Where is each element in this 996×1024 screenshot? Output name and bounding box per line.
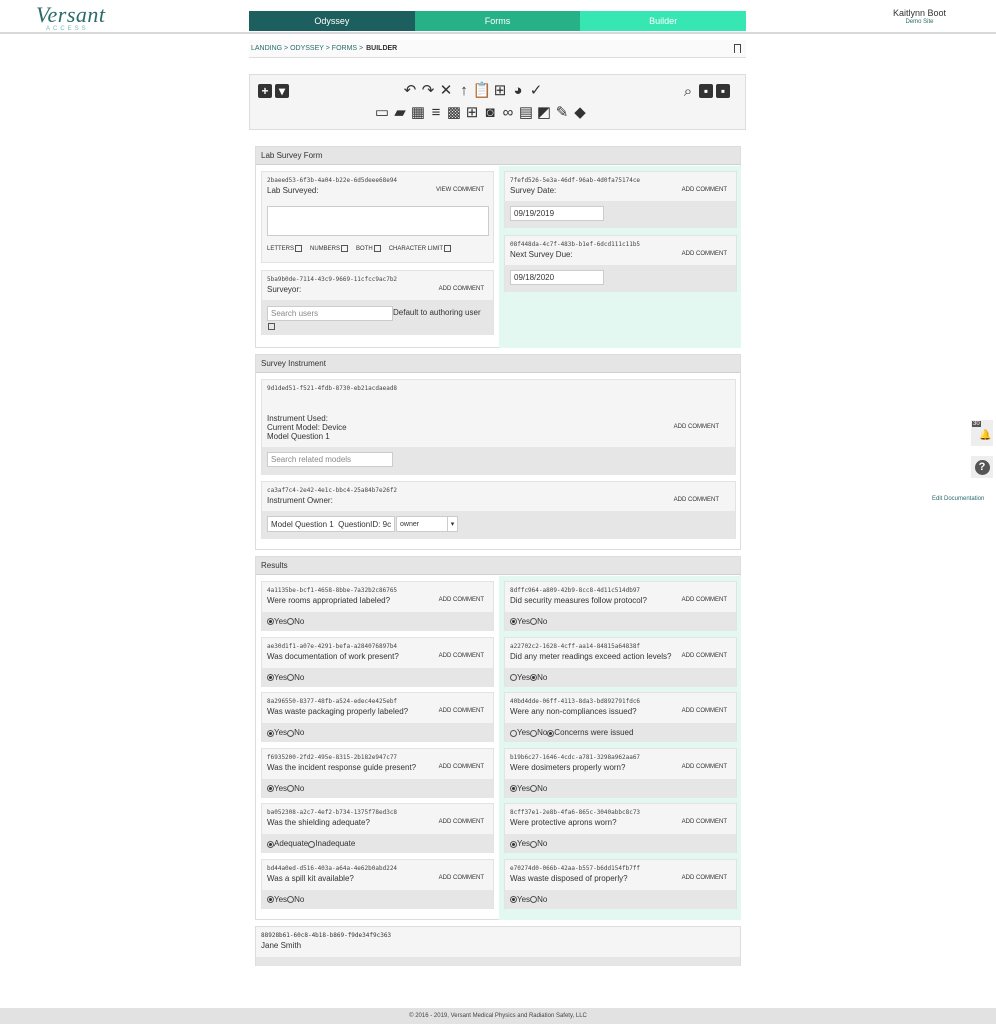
answer-options xyxy=(262,834,493,853)
chevron-down-icon: ▾ xyxy=(447,517,457,531)
answer-radio[interactable]: Concerns were issued xyxy=(547,728,633,737)
answer-radio[interactable]: Yes xyxy=(510,728,530,737)
question-text: Were dosimeters properly worn? xyxy=(510,762,626,772)
model-question-field[interactable] xyxy=(267,516,395,532)
question-id: bd44a0ed-d516-403a-a64a-4e62b0abd224 xyxy=(267,865,398,872)
edit-documentation-link[interactable]: Edit Documentation xyxy=(932,496,985,502)
add-comment-button[interactable]: ADD COMMENT xyxy=(438,597,484,603)
owner-select[interactable]: owner ▾ xyxy=(396,516,458,532)
breadcrumb xyxy=(249,40,746,58)
answer-options xyxy=(505,723,736,742)
undo-icon[interactable]: ↶ xyxy=(403,81,417,99)
question-id: b19b6c27-1646-4cdc-a781-3298a962aa67 xyxy=(510,753,641,761)
answer-radio[interactable]: Yes xyxy=(510,617,530,626)
add-comment-button[interactable]: ADD COMMENT xyxy=(673,424,719,430)
result-question-card xyxy=(261,748,494,798)
add-comment-button[interactable]: ADD COMMENT xyxy=(681,251,727,257)
survey-date-input[interactable] xyxy=(510,206,604,221)
archive-icon[interactable]: ▾ xyxy=(275,84,289,98)
result-question-card xyxy=(504,859,737,909)
footer: © 2016 - 2019, Versant Medical Physics and Radiation Safety, LLC xyxy=(0,1008,996,1024)
search-users-input[interactable] xyxy=(267,306,393,321)
answer-radio[interactable]: No xyxy=(287,617,304,626)
answer-options xyxy=(262,890,493,909)
answer-radio[interactable]: No xyxy=(287,784,304,793)
next-due-card: 08f448da-4c7f-483b-b1ef-6dcd111c11b5 Next Survey Due: ADD COMMENT 09/18/2020 xyxy=(504,235,737,292)
tab-odyssey[interactable]: Odyssey xyxy=(249,11,415,31)
answer-radio[interactable]: Yes xyxy=(267,895,287,904)
add-comment-button[interactable]: ADD COMMENT xyxy=(681,708,727,715)
add-comment-button[interactable]: ADD COMMENT xyxy=(681,763,727,770)
check-icon[interactable]: ✓ xyxy=(529,81,543,99)
question-text: Was a spill kit available? xyxy=(267,874,354,883)
result-question-card xyxy=(261,859,494,909)
survey-date-card: 7fefd526-5e3a-46df-96ab-4d0fa75174ce Survey Date: ADD COMMENT 09/19/2019 xyxy=(504,171,737,228)
answer-radio[interactable]: No xyxy=(530,839,547,848)
surveyor-card: 5ba9b0de-7114-43c9-9669-11cfcc9ac7b2 Surveyor: ADD COMMENT Search users Default to authoring user xyxy=(261,270,494,335)
bookmark-icon[interactable] xyxy=(734,44,741,53)
question-text: Were any non-compliances issued? xyxy=(510,707,637,717)
next-due-input[interactable] xyxy=(510,270,604,285)
answer-radio[interactable]: No xyxy=(530,895,547,904)
instrument-used-card: 9d1ded51-f521-4fdb-8730-eb21acdaead8 Instrument Used: Current Model: Device Model Question 1 ADD COMMENT Search related models xyxy=(261,379,736,475)
answer-radio[interactable]: Yes xyxy=(267,617,287,626)
builder-toolbar xyxy=(249,74,746,130)
grid-icon[interactable]: ⊞ xyxy=(465,103,479,121)
instrument-owner-card: ca3af7c4-2e42-4e1c-bbc4-25a84b7e26f2 Instrument Owner: ADD COMMENT Model Question 1 QuestionID: 9c owner ▾ xyxy=(261,481,736,539)
question-id: 4a1135be-bcf1-4658-8bbe-7a32b2c86765 xyxy=(267,587,398,594)
lab-surveyed-textarea[interactable] xyxy=(267,206,489,236)
add-comment-button[interactable]: ADD COMMENT xyxy=(438,286,484,292)
add-page-icon[interactable]: ⊞ xyxy=(493,81,507,99)
bell-icon: 🔔 xyxy=(979,430,992,441)
breadcrumb-current: BUILDER xyxy=(366,45,398,52)
add-comment-button[interactable]: ADD COMMENT xyxy=(438,875,484,881)
image-add-icon[interactable]: ◩ xyxy=(536,103,552,121)
results-section xyxy=(255,556,741,920)
save-as-icon[interactable]: ▪ xyxy=(716,84,730,98)
add-comment-button[interactable]: ADD COMMENT xyxy=(673,497,719,503)
signature-card xyxy=(255,926,741,966)
default-user-checkbox[interactable] xyxy=(268,323,275,330)
answer-radio[interactable]: No xyxy=(530,784,547,793)
question-id: a22702c2-1628-4cff-aa14-84815a64838f xyxy=(510,642,641,650)
save-icon[interactable]: ▪ xyxy=(699,84,713,98)
answer-options xyxy=(505,834,736,853)
answer-radio[interactable]: No xyxy=(530,728,547,737)
answer-options xyxy=(262,723,493,742)
search-models-input[interactable] xyxy=(267,452,393,467)
result-question-card xyxy=(261,581,494,631)
notifications-widget[interactable] xyxy=(971,420,993,446)
contact-icon[interactable]: ◙ xyxy=(485,103,495,121)
answer-radio[interactable]: Adequate xyxy=(267,839,308,848)
both-checkbox[interactable]: BOTH xyxy=(356,245,381,252)
answer-options xyxy=(505,779,736,798)
result-question-card xyxy=(261,692,494,742)
add-comment-button[interactable]: ADD COMMENT xyxy=(681,875,727,881)
subtitles-icon[interactable]: ▭ xyxy=(374,103,390,121)
add-comment-button[interactable]: ADD COMMENT xyxy=(438,708,484,715)
add-comment-button[interactable]: ADD COMMENT xyxy=(681,597,727,603)
question-text: Was the incident response guide present? xyxy=(267,762,417,772)
redo-icon[interactable]: ↷ xyxy=(421,81,435,99)
signature-name: Jane Smith xyxy=(261,941,302,950)
section-title: Results xyxy=(256,557,740,575)
palette-icon[interactable]: ◕ xyxy=(513,81,523,99)
answer-radio[interactable]: Yes xyxy=(510,784,530,793)
user-menu[interactable] xyxy=(893,8,946,25)
answer-radio[interactable]: No xyxy=(530,617,547,626)
question-text: Did security measures follow protocol? xyxy=(510,596,647,605)
tag-icon[interactable]: ◆ xyxy=(574,103,586,121)
result-question-card xyxy=(504,637,737,687)
result-question-card xyxy=(261,637,494,687)
answer-radio[interactable]: Inadequate xyxy=(308,839,355,848)
question-text: Was documentation of work present? xyxy=(267,651,399,661)
question-text: Were protective aprons worn? xyxy=(510,818,617,828)
answer-radio[interactable]: Yes xyxy=(510,673,530,682)
answer-radio[interactable]: Yes xyxy=(267,784,287,793)
question-text: Was waste packaging properly labeled? xyxy=(267,707,409,717)
letters-checkbox[interactable]: LETTERS xyxy=(267,245,302,252)
result-question-card xyxy=(261,803,494,853)
user-name: Kaitlynn Boot xyxy=(892,8,946,18)
delete-icon[interactable]: ✕ xyxy=(439,81,453,99)
numbers-checkbox[interactable]: NUMBERS xyxy=(310,245,348,252)
lab-survey-section xyxy=(255,146,741,348)
answer-radio[interactable]: Yes xyxy=(267,728,287,737)
section-title: Survey Instrument xyxy=(256,355,740,373)
add-comment-button[interactable]: ADD COMMENT xyxy=(438,652,484,659)
calendar-icon[interactable]: ▦ xyxy=(410,103,426,121)
main-nav xyxy=(249,11,746,31)
add-comment-button[interactable]: ADD COMMENT xyxy=(438,763,484,770)
search-icon[interactable]: ⌕ xyxy=(683,82,693,100)
add-comment-button[interactable]: ADD COMMENT xyxy=(438,819,484,826)
question-id: f6935200-2fd2-495e-8315-2b182e947c77 xyxy=(267,753,398,761)
widget-icon[interactable]: ▤ xyxy=(518,103,534,121)
character-limit-checkbox[interactable]: CHARACTER LIMIT xyxy=(389,245,451,252)
text-lines-icon[interactable]: ≡ xyxy=(431,103,441,121)
answer-radio[interactable]: Yes xyxy=(267,673,287,682)
result-question-card xyxy=(504,581,737,631)
question-id: 40bd4dde-06ff-4113-8da3-bd892791fdc6 xyxy=(510,698,641,706)
question-id: ba052308-a2c7-4ef2-b734-1375f78ed3c8 xyxy=(267,809,398,817)
answer-radio[interactable]: Yes xyxy=(510,895,530,904)
question-id: ae30d1f1-a07e-4291-befa-a284076897b4 xyxy=(267,642,398,650)
result-question-card xyxy=(504,692,737,742)
notification-count: 30 xyxy=(973,421,980,427)
add-comment-button[interactable]: ADD COMMENT xyxy=(681,187,727,193)
question-text: Did any meter readings exceed action levels? xyxy=(510,651,672,661)
answer-radio[interactable]: Yes xyxy=(510,839,530,848)
survey-instrument-section xyxy=(255,354,741,550)
question-id: 8cff37e1-2e8b-4fa6-865c-3040abbc8c73 xyxy=(510,809,641,817)
answer-options xyxy=(505,890,736,909)
section-title: Lab Survey Form xyxy=(256,147,740,165)
answer-options xyxy=(262,779,493,798)
question-text: Was the shielding adequate? xyxy=(267,818,370,828)
tab-builder[interactable]: Builder xyxy=(580,11,746,31)
header-divider xyxy=(0,32,996,34)
question-id: 8dffc964-a809-42b9-8cc8-4d11c514db97 xyxy=(510,587,641,594)
answer-radio[interactable]: No xyxy=(530,673,547,682)
lab-surveyed-card: 2baeed53-6f3b-4a04-b22e-6d5deee68e94 Lab Surveyed: VIEW COMMENT LETTERS NUMBERS BOTH CHARACTER LIMIT xyxy=(261,171,494,263)
result-question-card xyxy=(504,748,737,798)
comment-icon[interactable]: ▰ xyxy=(394,103,406,121)
clipboard-icon[interactable]: 📋 xyxy=(472,81,492,99)
result-question-card xyxy=(504,803,737,853)
answer-radio[interactable]: No xyxy=(287,895,304,904)
help-icon: ? xyxy=(975,460,990,475)
link-icon[interactable]: ∞ xyxy=(502,103,514,121)
signature-id: 88928b61-60c8-4b18-b869-f9de34f9c363 xyxy=(261,932,392,939)
image-icon[interactable]: ▩ xyxy=(446,103,462,121)
question-text: Was waste disposed of properly? xyxy=(510,874,628,883)
breadcrumb-path[interactable]: LANDING > ODYSSEY > FORMS > xyxy=(251,45,364,52)
question-text: Were rooms appropriated labeled? xyxy=(267,596,391,605)
versant-logo[interactable]: Versant ACCESS xyxy=(36,2,106,32)
question-id: 8a296550-8377-48fb-a524-edec4e425ebf xyxy=(267,698,398,706)
pencil-icon[interactable]: ✎ xyxy=(555,103,569,121)
question-id: e70274d0-066b-42aa-b557-b6dd154fb7ff xyxy=(510,865,641,872)
answer-radio[interactable]: No xyxy=(287,673,304,682)
help-widget[interactable] xyxy=(971,456,993,478)
add-icon[interactable]: + xyxy=(258,84,272,98)
add-comment-button[interactable]: ADD COMMENT xyxy=(681,819,727,826)
tab-forms[interactable]: Forms xyxy=(415,11,581,31)
upload-icon[interactable]: ↑ xyxy=(460,81,468,99)
answer-options xyxy=(505,612,736,631)
view-comment-button[interactable]: VIEW COMMENT xyxy=(436,187,484,193)
add-comment-button[interactable]: ADD COMMENT xyxy=(681,652,727,659)
answer-options xyxy=(262,668,493,687)
answer-radio[interactable]: No xyxy=(287,728,304,737)
user-site: Demo Site xyxy=(905,19,934,25)
answer-options xyxy=(262,612,493,631)
answer-options xyxy=(505,668,736,687)
